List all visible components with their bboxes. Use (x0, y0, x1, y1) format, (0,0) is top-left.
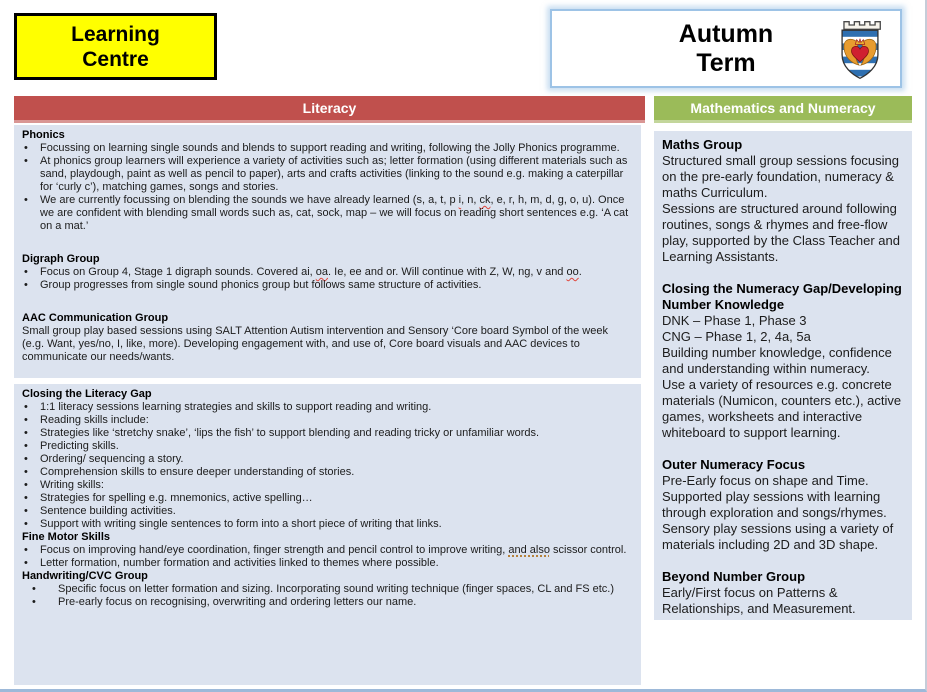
maths-header-label: Mathematics and Numeracy (690, 100, 876, 116)
section (22, 253, 633, 292)
learning-centre-line2: Centre (82, 47, 149, 71)
term-line2: Term (696, 48, 756, 77)
bullet-item (22, 479, 633, 492)
bullet-text: Ordering/ sequencing a story. (40, 453, 184, 465)
section (662, 457, 904, 553)
section (662, 569, 904, 617)
bullet-icon: • (24, 194, 28, 206)
section-heading: AAC Communication Group (22, 312, 169, 324)
paragraph: CNG – Phase 1, 2, 4a, 5a (662, 329, 811, 344)
bullet-text: 1:1 literacy sessions learning strategies and skills to support reading and writing. (40, 401, 432, 413)
school-crest-icon (830, 17, 890, 88)
bullet-icon: • (24, 544, 28, 556)
bullet-text: Pre-early focus on recognising, overwriting and ordering letters our name. (58, 596, 417, 608)
section-heading: Phonics (22, 129, 65, 141)
paragraph: Sensory play sessions using a variety of materials including 2D and 3D shape. (662, 521, 894, 552)
bullet-item (22, 414, 633, 427)
bullet-icon: • (24, 427, 28, 439)
bullet-icon: • (24, 440, 28, 452)
bullet-icon: • (24, 155, 28, 167)
literacy-panel-bottom (14, 384, 641, 685)
section-heading: Maths Group (662, 137, 743, 152)
bullet-item (22, 596, 633, 609)
bullet-icon: • (32, 596, 36, 608)
section-heading: Outer Numeracy Focus (662, 457, 806, 472)
bullet-icon: • (24, 453, 28, 465)
bullet-text: At phonics group learners will experience a variety of activities such as; letter formation (using different materials such as sand, playdough, paint as well as pencil to paper), arts and crafts activities (linking to the sound e.g. making a caterpillar for ‘curly c’), matching games, songs and stories. (40, 155, 628, 193)
term-banner (550, 9, 902, 88)
paragraph: Building number knowledge, confidence and understanding within numeracy. (662, 345, 892, 376)
section-heading: Fine Motor Skills (22, 531, 111, 543)
section-heading: Digraph Group (22, 253, 100, 265)
maths-section-header (654, 96, 912, 123)
bullet-icon: • (24, 266, 28, 278)
section-heading: Beyond Number Group (662, 569, 806, 584)
grammar-underline: and also (508, 544, 550, 556)
bullet-item (22, 279, 633, 292)
bullet-item (22, 518, 633, 531)
bullet-text: Sentence building activities. (40, 505, 176, 517)
section (22, 129, 633, 233)
section (22, 570, 633, 609)
bullet-item (22, 492, 633, 505)
bullet-text: Predicting skills. (40, 440, 119, 452)
spellcheck-underline: oa (315, 266, 329, 278)
bullet-text: Strategies like ‘stretchy snake’, ‘lips the fish’ to support blending and reading tricky or unfamiliar words. (40, 427, 540, 439)
bullet-icon: • (24, 479, 28, 491)
maths-panel (654, 131, 912, 620)
bullet-icon: • (24, 414, 28, 426)
paragraph: Pre-Early focus on shape and Time. (662, 473, 869, 488)
section (22, 388, 633, 531)
section-heading: Handwriting/CVC Group (22, 570, 148, 582)
bullet-text: Reading skills include: (40, 414, 149, 426)
spellcheck-underline: oo (566, 266, 579, 278)
bullet-icon: • (24, 142, 28, 154)
bullet-item (22, 155, 633, 194)
bullet-text: Specific focus on letter formation and sizing. Incorporating sound writing technique (finger spaces, CL and FS etc.) (58, 583, 614, 595)
bullet-text: Comprehension skills to ensure deeper understanding of stories. (40, 466, 355, 478)
bullet-item (22, 453, 633, 466)
paragraph: Sessions are structured around following routines, songs & rhymes and free-flow play, supported by the Class Teacher and Learning Assistants. (662, 201, 900, 264)
bullet-icon: • (24, 401, 28, 413)
bullet-item (22, 544, 633, 557)
bullet-item (22, 440, 633, 453)
section (22, 531, 633, 570)
section-heading: Closing the Numeracy Gap/Developing Number Knowledge (662, 281, 902, 312)
bullet-item (22, 427, 633, 440)
bullet-text: Group progresses from single sound phonics group but follows same structure of activities. (40, 279, 482, 291)
literacy-panel-top (14, 125, 641, 378)
paragraph: Use a variety of resources e.g. concrete materials (Numicon, counters etc.), active games, worksheets and interactive whiteboard to support learning. (662, 377, 902, 440)
bullet-icon: • (24, 518, 28, 530)
bullet-text: Letter formation, number formation and activities linked to themes where possible. (40, 557, 439, 569)
term-line1: Autumn (678, 19, 774, 48)
bullet-item (22, 466, 633, 479)
paragraph: Small group play based sessions using SALT Attention Autism intervention and Sensory ‘Core board Symbol of the week (e.g. Want, yes/no, I, like, more). Developing engagement with, and use of, Core board visuals and AAC devices to communicate our needs/wants. (22, 325, 608, 363)
bullet-item (22, 583, 633, 596)
bullet-text: Support with writing single sentences to form into a short piece of writing that links. (40, 518, 442, 530)
section (662, 281, 904, 441)
learning-centre-badge (14, 13, 217, 80)
bullet-item (22, 505, 633, 518)
bullet-item (22, 557, 633, 570)
bullet-text: Focus on improving hand/eye coordination, finger strength and pencil control to improve writing, and also scissor control. (40, 544, 627, 556)
literacy-section-header (14, 96, 645, 123)
spellcheck-underline: i (458, 194, 462, 206)
literacy-header-label: Literacy (302, 100, 357, 116)
bullet-icon: • (24, 466, 28, 478)
bullet-item (22, 142, 633, 155)
paragraph: Structured small group sessions focusing on the pre-early foundation, numeracy & maths Curriculum. (662, 153, 900, 200)
bullet-item (22, 401, 633, 414)
bullet-item (22, 266, 633, 279)
bullet-icon: • (24, 492, 28, 504)
paragraph: Early/First focus on Patterns & Relationships, and Measurement. (662, 585, 856, 616)
bullet-text: We are currently focussing on blending the sounds we have already learned (s, a, t, p i, n, ck, e, r, h, m, d, g, o, u). Once we are confident with blending small words such as, cat, sock, map – we will focus on reading short sentences e.g. ‘A cat on a mat.’ (40, 194, 629, 232)
bullet-item (22, 194, 633, 233)
bullet-text: Focus on Group 4, Stage 1 digraph sounds. Covered ai, oa. Ie, ee and or. Will continue with Z, W, ng, v and oo. (40, 266, 582, 278)
section (22, 312, 633, 364)
paragraph: Supported play sessions with learning through exploration and songs/rhymes. (662, 489, 887, 520)
bullet-icon: • (32, 583, 36, 595)
bullet-text: Focussing on learning single sounds and blends to support reading and writing, following the Jolly Phonics programme. (40, 142, 620, 154)
bullet-text: Strategies for spelling e.g. mnemonics, active spelling… (40, 492, 313, 504)
bullet-icon: • (24, 279, 28, 291)
bullet-text: Writing skills: (40, 479, 104, 491)
paragraph: DNK – Phase 1, Phase 3 (662, 313, 807, 328)
spellcheck-underline: ck (479, 194, 491, 206)
section (662, 137, 904, 265)
bullet-icon: • (24, 505, 28, 517)
learning-centre-line1: Learning (71, 22, 160, 46)
section-heading: Closing the Literacy Gap (22, 388, 152, 400)
bullet-icon: • (24, 557, 28, 569)
